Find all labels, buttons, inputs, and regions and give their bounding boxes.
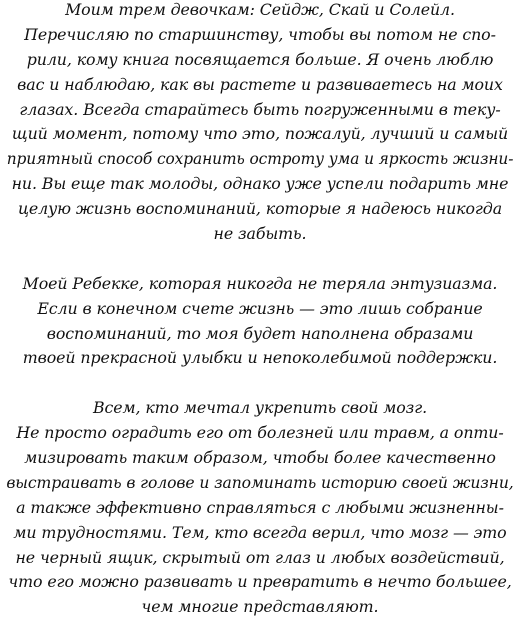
text-line: твоей прекрасной улыбки и непоколебимой поддержки. bbox=[22, 348, 498, 368]
paragraph-gap bbox=[4, 371, 516, 396]
text-line: Если в конечном счете жизнь — это лишь собрание bbox=[37, 298, 483, 318]
text-line: мизировать таким образом, чтобы более качественно bbox=[24, 448, 496, 468]
text-line: воспоминаний, то моя будет наполнена образами bbox=[46, 323, 474, 343]
text-line: что его можно развивать и превратить в нечто большее, bbox=[8, 572, 512, 592]
text-line: ни. Вы еще так молоды, однако уже успели подарить мне bbox=[11, 174, 509, 194]
dedication-paragraph-readers bbox=[4, 396, 516, 620]
dedication-paragraph-daughters bbox=[4, 0, 516, 247]
dedication-paragraph-rebecca bbox=[4, 272, 516, 372]
text-line: Перечисляю по старшинству, чтобы вы потом не спо- bbox=[24, 24, 496, 44]
text-line: Моей Ребекке, которая никогда не теряла энтузиазма. bbox=[22, 273, 498, 293]
text-line: целую жизнь воспоминаний, которые я надеюсь никогда bbox=[17, 199, 503, 219]
paragraph-gap bbox=[4, 247, 516, 272]
text-line: приятный способ сохранить остроту ума и яркость жизни- bbox=[6, 150, 514, 169]
text-line: глазах. Всегда старайтесь быть погруженными в теку- bbox=[19, 99, 501, 119]
text-line: вас и наблюдаю, как вы растете и развиваетесь на моих bbox=[17, 74, 503, 94]
text-line: ми трудностями. Тем, кто всегда верил, что мозг — это bbox=[13, 522, 507, 542]
text-line: щий момент, потому что это, пожалуй, лучший и самый bbox=[11, 124, 509, 144]
text-line: не черный ящик, скрытый от глаз и любых воздействий, bbox=[15, 547, 505, 567]
text-line: Не просто оградить его от болезней или травм, а опти- bbox=[16, 423, 504, 443]
text-line: чем многие представляют. bbox=[141, 597, 379, 617]
text-line: выстраивать в голове и запоминать историю своей жизни, bbox=[6, 473, 514, 492]
text-line: не забыть. bbox=[213, 224, 307, 244]
text-line: Всем, кто мечтал укрепить свой мозг. bbox=[92, 398, 428, 418]
text-line: Моим трем девочкам: Сейдж, Скай и Солейл. bbox=[65, 0, 455, 19]
text-line: а также эффективно справляться с любыми жизненны- bbox=[16, 497, 504, 517]
text-line: рили, кому книга посвящается больше. Я очень люблю bbox=[26, 49, 494, 69]
